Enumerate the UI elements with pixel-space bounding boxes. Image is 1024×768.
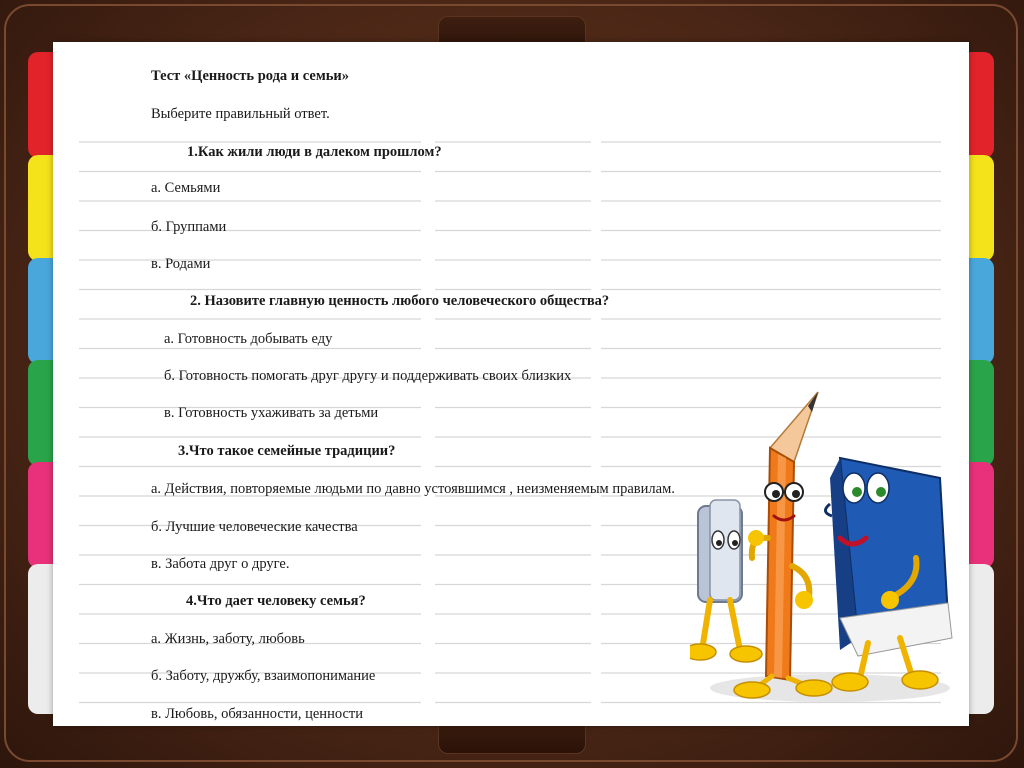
q2-answer-b: б. Готовность помогать друг другу и поддерживать своих близких xyxy=(164,368,572,384)
book-character xyxy=(825,458,952,691)
question-3: 3.Что такое семейные традиции? xyxy=(178,443,396,459)
question-2: 2. Назовите главную ценность любого человеческого общества? xyxy=(190,293,610,309)
q1-answer-b: б. Группами xyxy=(151,219,227,235)
sharpener-character xyxy=(690,500,762,662)
q2-answer-a: а. Готовность добывать еду xyxy=(164,331,333,347)
test-title: Тест «Ценность рода и семьи» xyxy=(151,68,349,84)
instruction-text: Выберите правильный ответ. xyxy=(151,106,330,122)
question-4: 4.Что дает человеку семья? xyxy=(186,593,366,609)
q1-answer-c: в. Родами xyxy=(151,256,211,272)
q3-answer-a: а. Действия, повторяемые людьми по давно устоявшимся , неизменяемым правилам. xyxy=(151,481,675,497)
q4-answer-a: а. Жизнь, заботу, любовь xyxy=(151,631,305,647)
q1-answer-a: а. Семьями xyxy=(151,180,221,196)
q2-answer-c: в. Готовность ухаживать за детьми xyxy=(164,405,379,421)
question-1: 1.Как жили люди в далеком прошлом? xyxy=(187,144,442,160)
q4-answer-b: б. Заботу, дружбу, взаимопонимание xyxy=(151,668,376,684)
q3-answer-b: б. Лучшие человеческие качества xyxy=(151,519,358,535)
q4-answer-c: в. Любовь, обязанности, ценности xyxy=(151,706,363,722)
pencil-and-book-mascot xyxy=(690,388,960,708)
q3-answer-c: в. Забота друг о друге. xyxy=(151,556,290,572)
